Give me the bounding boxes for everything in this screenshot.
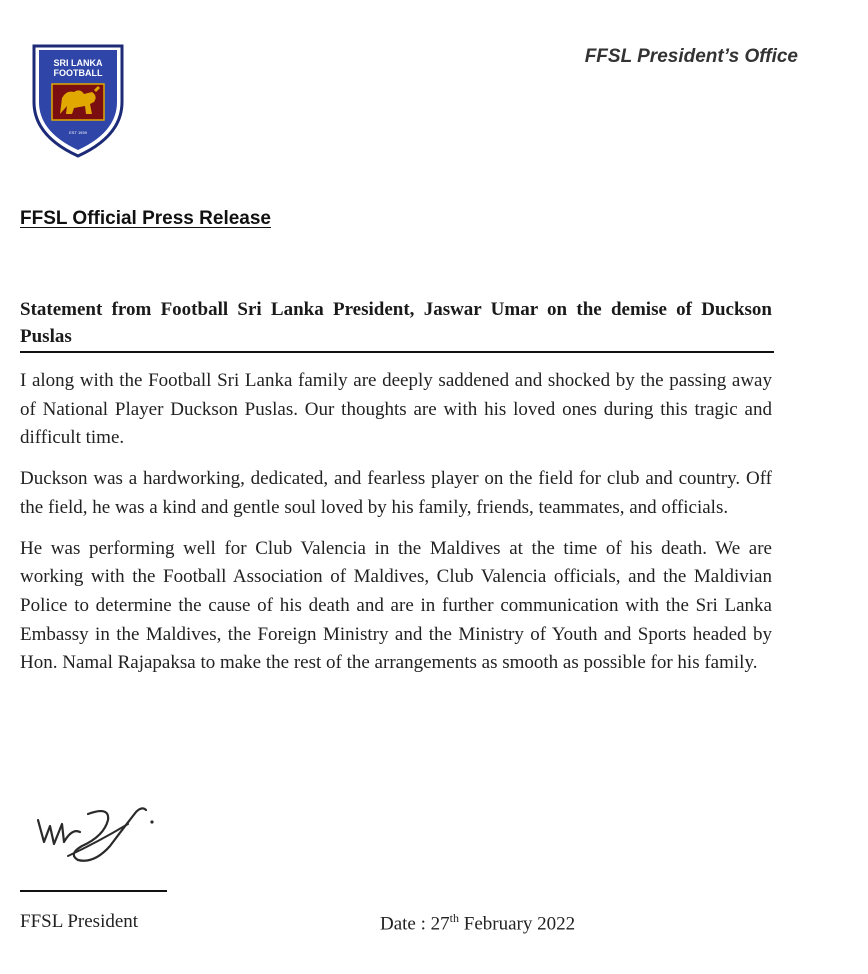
signature-line xyxy=(20,890,167,892)
release-date xyxy=(380,911,575,935)
statement-title: Statement from Football Sri Lanka President, Jaswar Umar on the demise of Duckson Puslas xyxy=(20,299,772,347)
logo-text-line2: FOOTBALL xyxy=(53,68,103,78)
sri-lanka-football-logo xyxy=(30,40,126,160)
statement-body xyxy=(20,367,772,690)
handwritten-signature xyxy=(28,798,163,870)
logo-est-text: EST 1939 xyxy=(69,130,87,135)
office-header: FFSL President’s Office xyxy=(584,46,798,67)
paragraph-1: I along with the Football Sri Lanka family are deeply saddened and shocked by the passing away of National Player Duckson Puslas. Our thoughts are with his loved ones during this tragic and difficult time. xyxy=(20,370,772,449)
paragraph-3: He was performing well for Club Valencia in the Maldives at the time of his death. We are working with the Football Association of Maldives, Club Valencia officials, and the Maldivian Police to determine the cause of his death and are in further communication with the Sri Lanka Embassy in the Maldives, the Foreign Ministry and the Ministry of Youth and Sports headed by Hon. Namal Rajapaksa to make the rest of the arrangements as smooth as possible for his family. xyxy=(20,537,772,674)
press-release-title: FFSL Official Press Release xyxy=(20,208,271,229)
date-ordinal: th xyxy=(449,911,459,925)
title-divider xyxy=(20,351,774,353)
signatory-title: FFSL President xyxy=(20,911,139,932)
logo-text-line1: SRI LANKA xyxy=(53,58,103,68)
paragraph-2: Duckson was a hardworking, dedicated, and fearless player on the field for club and country. Off the field, he was a kind and gentle soul loved by his family, friends, teammates, and officials. xyxy=(20,468,772,518)
date-month-year: February 2022 xyxy=(459,913,576,935)
date-day: Date : 27 xyxy=(380,913,450,935)
